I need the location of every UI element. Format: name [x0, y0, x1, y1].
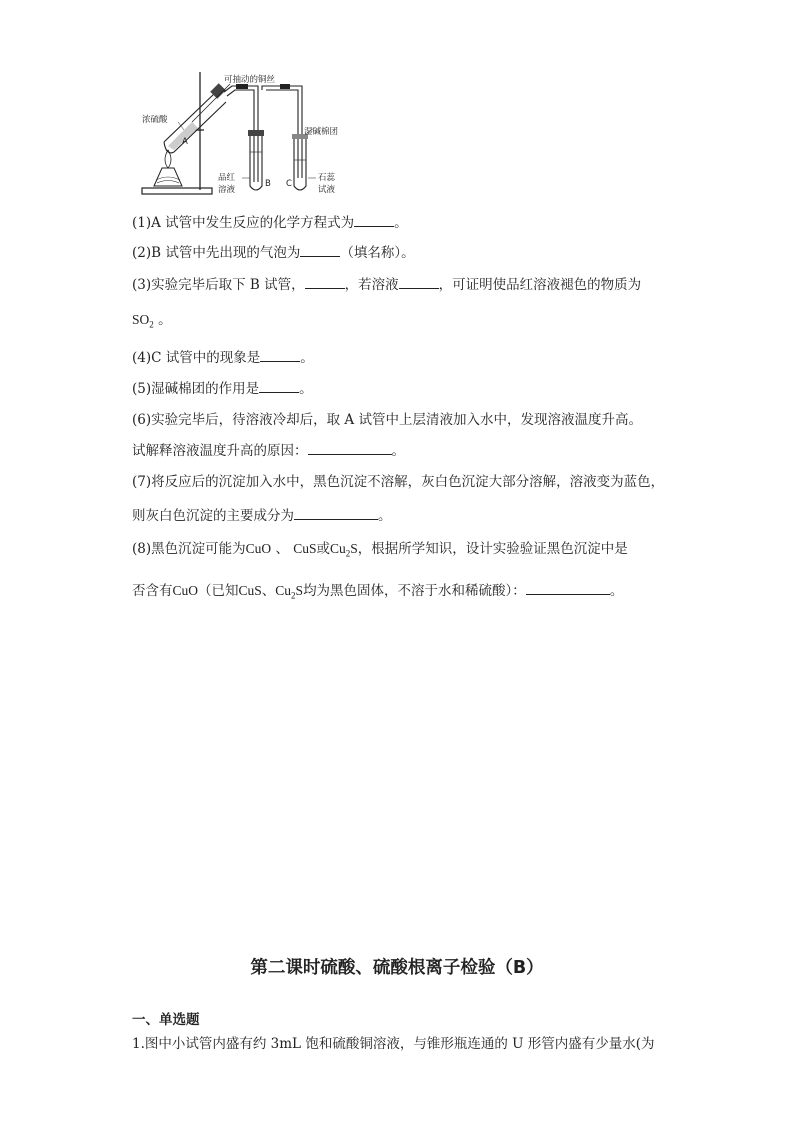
label-tube-b: B [265, 179, 271, 189]
answer-blank[interactable] [526, 580, 610, 595]
answer-blank[interactable] [308, 440, 392, 455]
question-8-line-1: (8)黑色沉淀可能为CuO 、 CuS或$Cu_2S$，根据所学知识，设计实验验证黑色沉淀中是 [132, 541, 628, 559]
section-heading: 一、单选题 [132, 1012, 200, 1028]
question-6-line-1: (6)实验完毕后，待溶液冷却后，取 A 试管中上层清液加入水中，发现溶液温度升高。 [132, 412, 642, 428]
label-wet-alkali-cotton: 湿碱棉团 [304, 127, 339, 137]
question-8-line-2: 否含有CuO（已知CuS、$Cu_2S$均为黑色固体，不溶于水和稀硫酸）： 。 [132, 580, 623, 606]
question-7-line-2: 则灰白色沉淀的主要成分为 。 [132, 505, 392, 526]
question-item-1: 1.图中小试管内盛有约 3mL 饱和硫酸铜溶液，与锥形瓶连通的 U 形管内盛有少量水(为 [132, 1036, 655, 1052]
label-tube-a: A [182, 137, 188, 147]
label-copper-wire: 可抽动的铜丝 [224, 75, 276, 85]
label-magenta-1: 品红 [218, 173, 236, 183]
label-tube-c: C [286, 179, 292, 189]
label-conc-sulfuric-acid: 浓硫酸 [142, 115, 168, 125]
answer-blank[interactable] [354, 212, 394, 227]
question-7-line-1: (7)将反应后的沉淀加入水中，黑色沉淀不溶解，灰白色沉淀大部分溶解，溶液变为蓝色， [132, 474, 665, 490]
question-4: (4)C 试管中的现象是 。 [132, 347, 314, 368]
answer-blank[interactable] [399, 274, 439, 289]
answer-blank[interactable] [260, 347, 300, 362]
apparatus-diagram [132, 70, 402, 200]
answer-blank[interactable] [300, 242, 340, 257]
label-litmus-2: 试液 [318, 185, 336, 195]
answer-blank[interactable] [294, 505, 378, 520]
lesson-title: 第二课时硫酸、硫酸根离子检验（B） [250, 958, 544, 978]
question-6-line-2: 试解释溶液温度升高的原因： 。 [132, 440, 405, 461]
question-3: (3)实验完毕后取下 B 试管， ，若溶液 ，可证明使品红溶液褪色的物质为 [132, 274, 641, 295]
label-magenta-2: 溶液 [218, 185, 236, 195]
answer-blank[interactable] [305, 274, 345, 289]
question-5: (5)湿碱棉团的作用是 。 [132, 378, 313, 399]
question-3-formula: $SO_2$ 。 [132, 312, 172, 330]
answer-blank[interactable] [259, 378, 299, 393]
question-2: (2)B 试管中先出现的气泡为 （填名称）。 [132, 242, 415, 263]
label-litmus-1: 石蕊 [318, 173, 336, 183]
apparatus-figure [132, 70, 402, 200]
question-1: (1)A 试管中发生反应的化学方程式为 。 [132, 212, 408, 233]
